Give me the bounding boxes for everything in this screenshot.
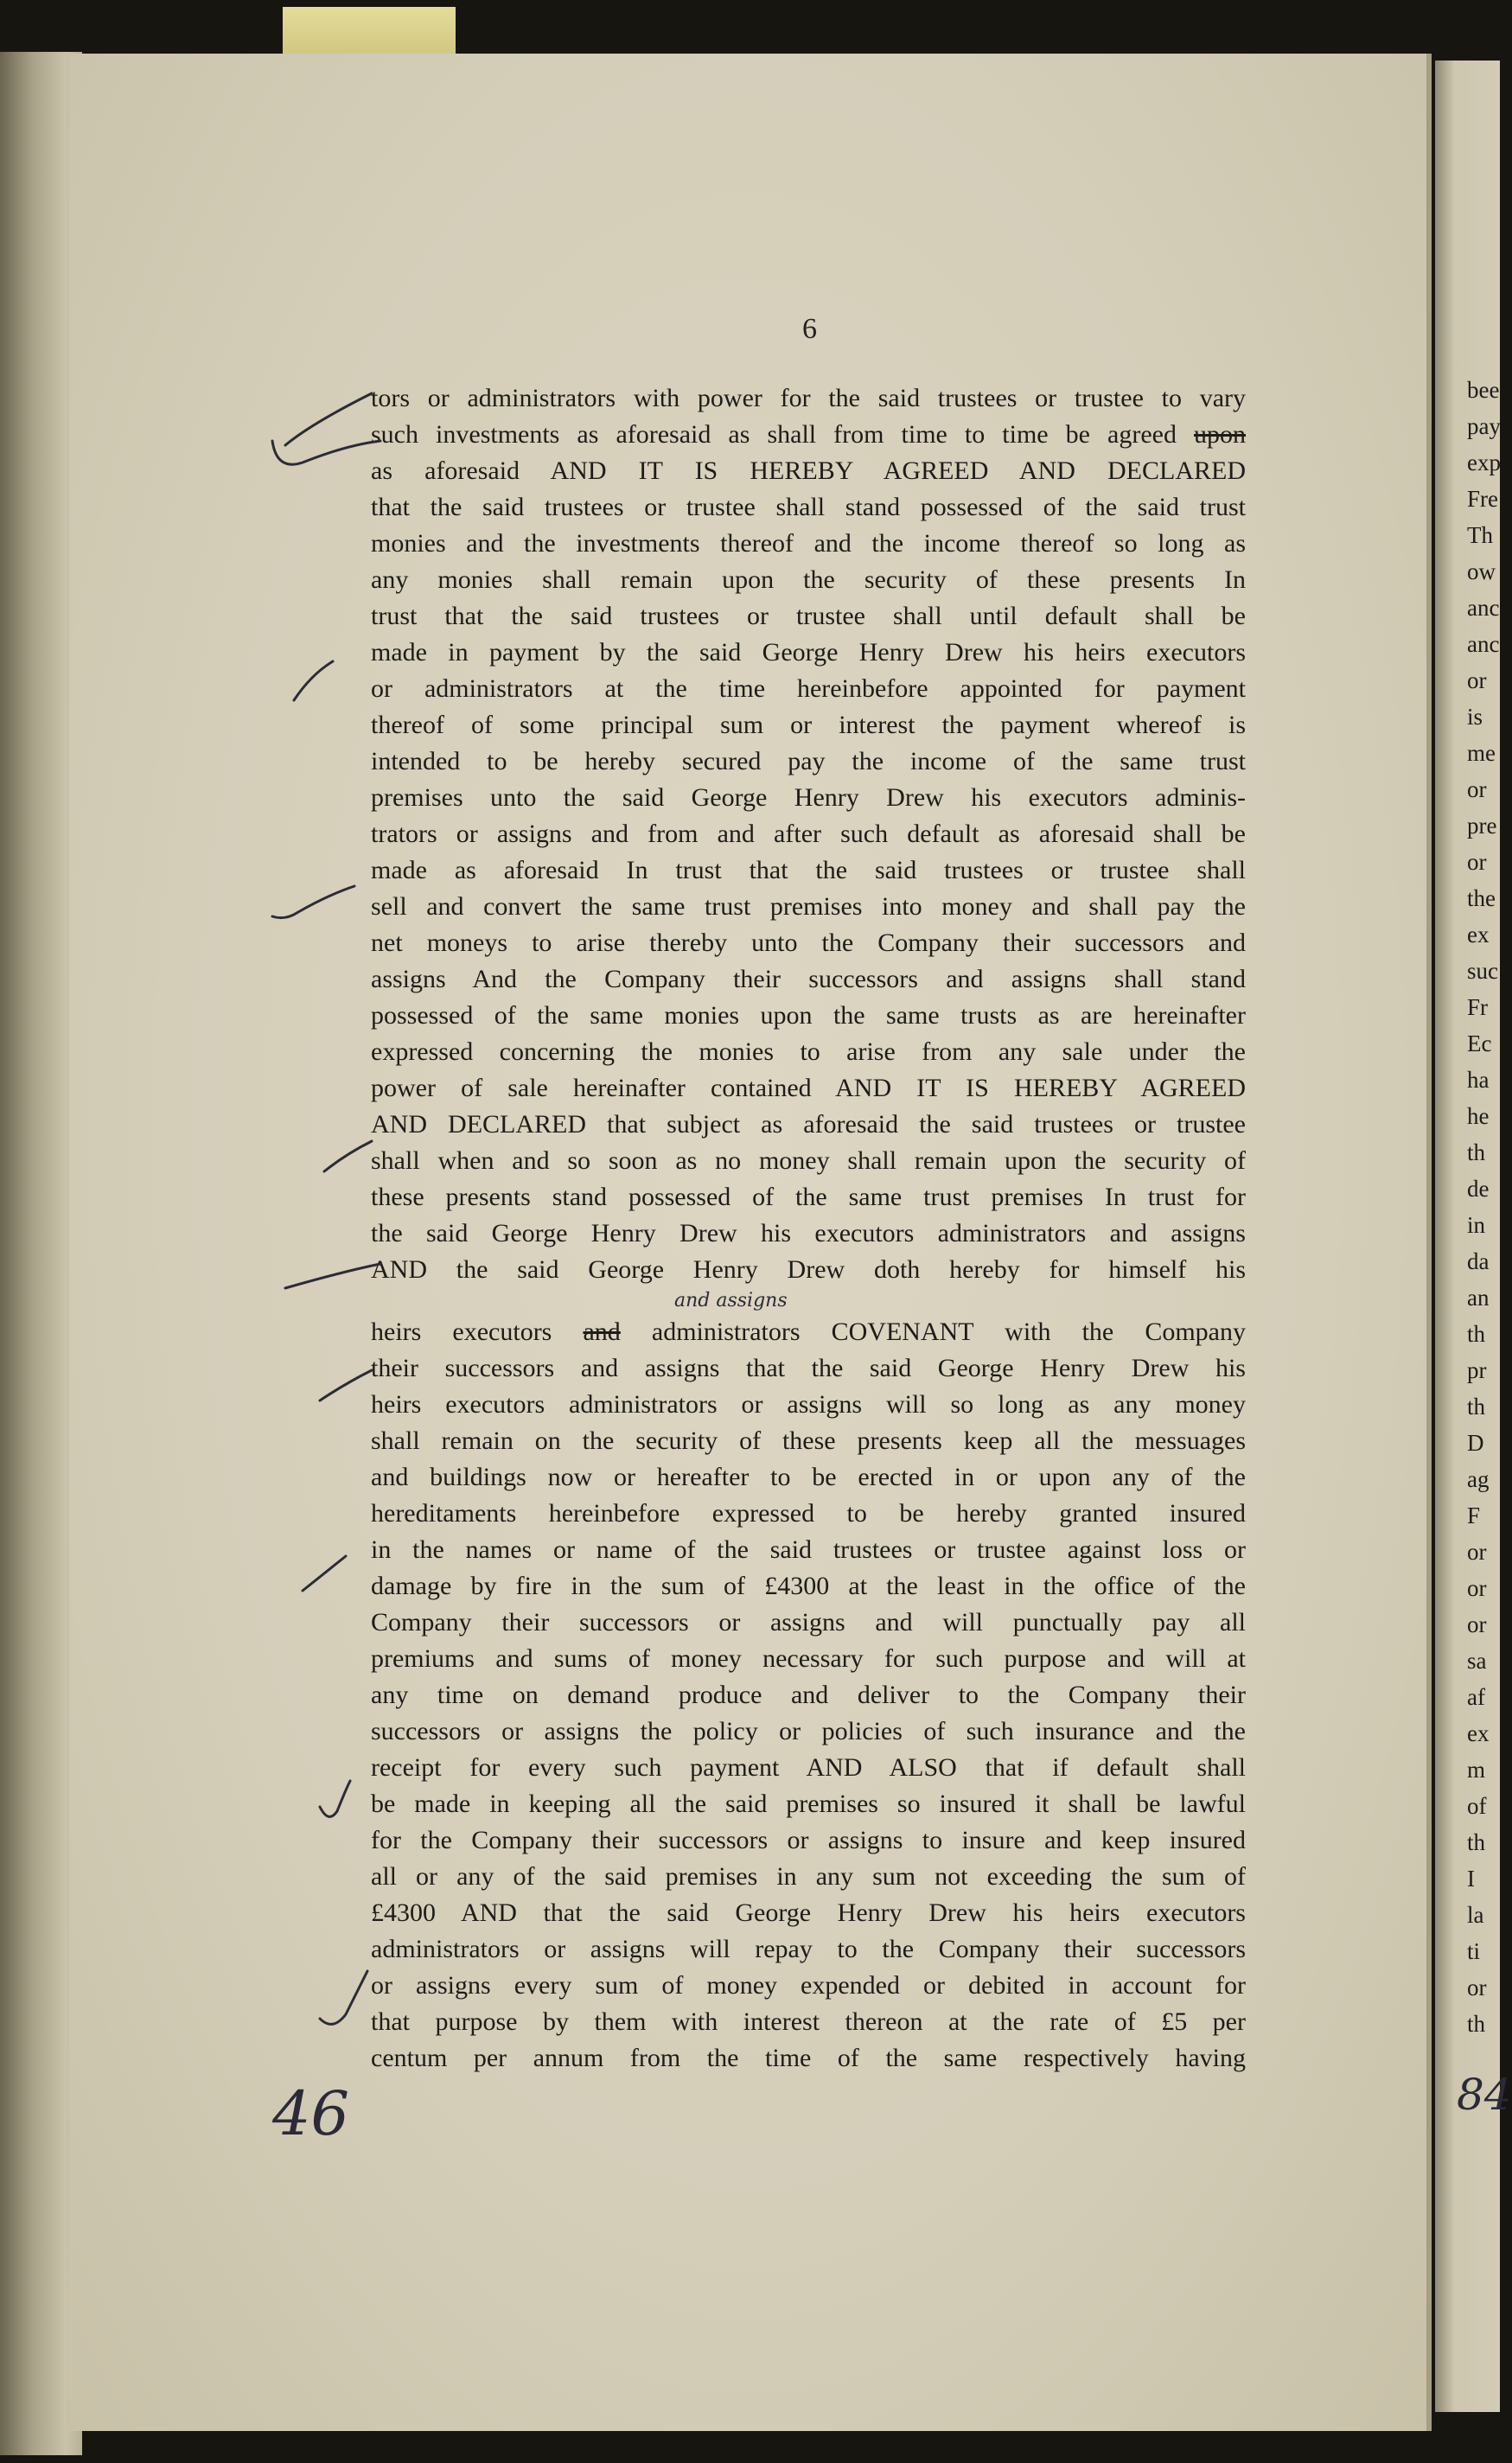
check-mark-icon [320, 1781, 350, 1816]
text-segment: centum per annum from the time of the same respectively having [371, 2044, 1246, 2072]
next-page-fragment: I [1467, 1866, 1475, 1892]
text-segment: receipt for every such payment AND ALSO that if default shall [371, 1753, 1246, 1782]
next-page-fragment: he [1467, 1103, 1490, 1129]
next-page-fragment: sa [1467, 1648, 1487, 1674]
check-mark-icon [272, 441, 380, 464]
next-page-fragment: la [1467, 1902, 1484, 1928]
text-segment: these presents stand possessed of the same trust premises In trust for [371, 1183, 1246, 1211]
handwritten-folio-right: 84 [1457, 2070, 1512, 2120]
text-segment: hereditaments hereinbefore expressed to be hereby granted insured [371, 1499, 1246, 1528]
next-page-fragment: Th [1467, 522, 1493, 548]
text-segment: such investments as aforesaid as shall from time to time be agreed [371, 420, 1194, 449]
page-number: 6 [802, 313, 817, 345]
text-segment: net moneys to arise thereby unto the Company their successors and [371, 928, 1246, 957]
next-page-fragment: de [1467, 1176, 1490, 1202]
check-mark-icon [320, 1971, 367, 2024]
next-page-fragment: ag [1467, 1466, 1490, 1492]
handwritten-insertion: and assigns [674, 1290, 788, 1311]
text-segment: power of sale hereinafter contained AND IT IS HEREBY AGREED [371, 1074, 1246, 1102]
text-segment: administrators or assigns will repay to the Company their successors [371, 1935, 1246, 1963]
next-page-fragment: or [1467, 1975, 1487, 2000]
next-page-fragment: af [1467, 1684, 1485, 1710]
text-segment: premiums and sums of money necessary for such purpose and will at [371, 1644, 1246, 1673]
next-page-fragment: or [1467, 667, 1487, 693]
check-mark-icon [294, 661, 333, 700]
text-segment: expressed concerning the monies to arise from any sale under the [371, 1037, 1246, 1066]
text-segment: trators or assigns and from and after such default as aforesaid shall be [371, 820, 1246, 848]
next-page-fragment: Fre [1467, 486, 1498, 512]
text-segment: administrators COVENANT with the Company [620, 1318, 1247, 1346]
text-segment: damage by fire in the sum of £4300 at the least in the office of the [371, 1572, 1246, 1600]
next-page-fragment: an [1467, 1285, 1490, 1311]
next-page-fragment: or [1467, 776, 1487, 802]
text-segment: be made in keeping all the said premises so insured it shall be lawful [371, 1790, 1246, 1818]
text-segment: that purpose by them with interest thereon at the rate of £5 per [371, 2007, 1246, 2036]
next-page-fragment: bee [1467, 377, 1500, 403]
next-page-fragment: ex [1467, 922, 1490, 948]
text-segment: shall when and so soon as no money shall remain upon the security of [371, 1146, 1246, 1175]
next-page-fragment: the [1467, 885, 1496, 911]
next-page-fragment: th [1467, 1829, 1486, 1855]
handwritten-folio-left: 46 [272, 2078, 350, 2149]
text-segment: monies and the investments thereof and the income thereof so long as [371, 529, 1246, 558]
next-page-fragment: or [1467, 1539, 1487, 1565]
text-segment: trust that the said trustees or trustee shall until default shall be [371, 602, 1246, 630]
next-page-fragment: th [1467, 1394, 1486, 1420]
next-page-fragment: exp [1467, 450, 1501, 475]
struck-word: and [583, 1318, 621, 1346]
next-page-fragment: Fr [1467, 994, 1489, 1020]
text-segment: AND DECLARED that subject as aforesaid the said trustees or trustee [371, 1110, 1246, 1139]
next-page-fragment: or [1467, 1575, 1487, 1601]
next-page-fragment: or [1467, 849, 1487, 875]
text-segment: sell and convert the same trust premises into money and shall pay the [371, 892, 1246, 921]
next-page-fragment: suc [1467, 958, 1498, 984]
next-page-fragment: pr [1467, 1357, 1487, 1383]
next-page-fragment: D [1467, 1430, 1484, 1456]
text-segment: made in payment by the said George Henry Drew his heirs executors [371, 638, 1246, 667]
text-segment: assigns And the Company their successors and assigns shall stand [371, 965, 1246, 993]
next-page-fragment: anc [1467, 595, 1500, 621]
text-segment: all or any of the said premises in any sum not exceeding the sum of [371, 1862, 1246, 1891]
text-segment: that the said trustees or trustee shall stand possessed of the said trust [371, 493, 1246, 521]
text-segment: tors or administrators with power for the said trustees or trustee to vary [371, 384, 1246, 412]
text-segment: shall remain on the security of these presents keep all the messuages [371, 1426, 1246, 1455]
check-mark-icon [320, 1370, 372, 1401]
text-segment: Company their successors or assigns and will punctually pay all [371, 1608, 1246, 1637]
next-page-fragment: th [1467, 1139, 1486, 1165]
next-page-fragment: th [1467, 1321, 1486, 1347]
text-segment: heirs executors [371, 1318, 584, 1346]
check-mark-icon [303, 1556, 346, 1591]
next-page-fragment: pay [1467, 413, 1501, 439]
next-page-fragment: F [1467, 1503, 1481, 1528]
text-segment: the said George Henry Drew his executors administrators and assigns [371, 1219, 1246, 1247]
text-segment: £4300 AND that the said George Henry Drew his heirs executors [371, 1898, 1246, 1927]
text-segment: thereof of some principal sum or interest the payment whereof is [371, 711, 1246, 739]
check-mark-icon [285, 393, 372, 445]
text-segment: and buildings now or hereafter to be erected in or upon any of the [371, 1463, 1246, 1491]
next-page-fragment: is [1467, 704, 1483, 730]
text-segment: or assigns every sum of money expended or debited in account for [371, 1971, 1246, 2000]
next-page-fragment: anc [1467, 631, 1500, 657]
next-page-fragment: ha [1467, 1067, 1490, 1093]
next-page-fragment: m [1467, 1757, 1486, 1783]
check-mark-icon [285, 1264, 380, 1288]
next-page-fragment: pre [1467, 813, 1497, 839]
check-mark-icon [272, 886, 354, 918]
next-page-fragment: ti [1467, 1938, 1481, 1964]
next-page-fragment: ex [1467, 1720, 1490, 1746]
text-segment: any time on demand produce and deliver to the Company their [371, 1681, 1246, 1709]
text-segment: premises unto the said George Henry Drew his executors adminis- [371, 783, 1246, 812]
struck-word: upon [1194, 420, 1246, 449]
text-segment: AND the said George Henry Drew doth hereby for himself his [371, 1255, 1246, 1284]
check-mark-icon [324, 1141, 372, 1171]
text-segment: heirs executors administrators or assigns will so long as any money [371, 1390, 1246, 1419]
next-page-fragment: Ec [1467, 1031, 1492, 1056]
text-segment: or administrators at the time hereinbefore appointed for payment [371, 674, 1246, 703]
next-page-fragment: th [1467, 2011, 1486, 2037]
text-segment: intended to be hereby secured pay the income of the same trust [371, 747, 1246, 775]
text-segment: in the names or name of the said trustees or trustee against loss or [371, 1535, 1246, 1564]
text-segment: made as aforesaid In trust that the said trustees or trustee shall [371, 856, 1246, 884]
text-segment: successors or assigns the policy or policies of such insurance and the [371, 1717, 1246, 1745]
text-segment: their successors and assigns that the said George Henry Drew his [371, 1354, 1246, 1382]
text-segment: possessed of the same monies upon the same trusts as are hereinafter [371, 1001, 1246, 1030]
next-page-fragment: da [1467, 1248, 1490, 1274]
next-page-fragment: in [1467, 1212, 1486, 1238]
text-segment: as aforesaid AND IT IS HEREBY AGREED AND DECLARED [371, 456, 1246, 485]
next-page-fragment: or [1467, 1611, 1487, 1637]
text-segment: any monies shall remain upon the security of these presents In [371, 565, 1246, 594]
next-page-fragment: of [1467, 1793, 1487, 1819]
next-page-fragment: ow [1467, 558, 1496, 584]
next-page-fragment: me [1467, 740, 1496, 766]
text-segment: for the Company their successors or assigns to insure and keep insured [371, 1826, 1246, 1854]
